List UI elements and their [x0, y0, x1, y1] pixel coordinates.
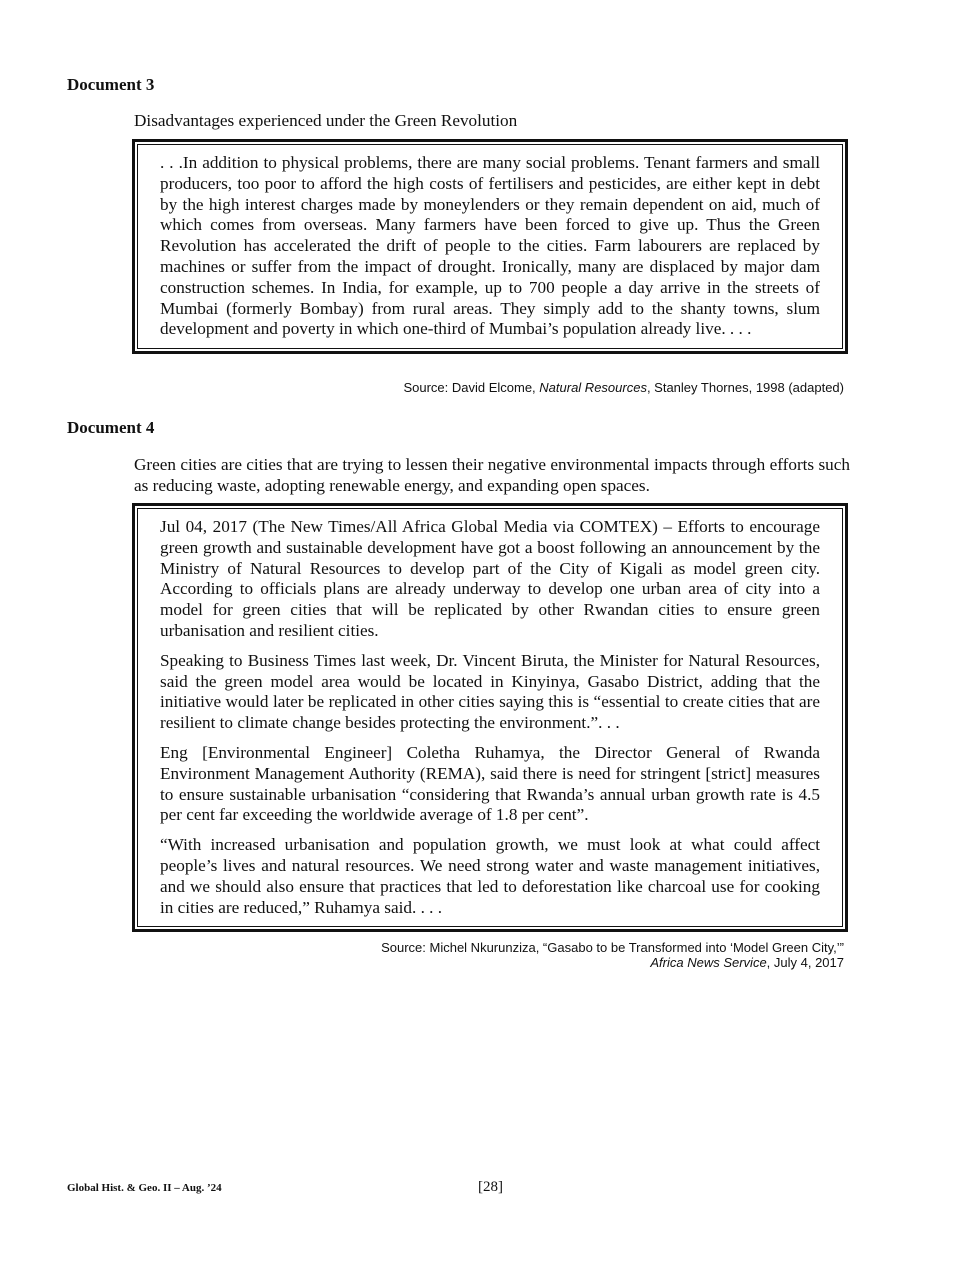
document-3-excerpt-box: [132, 139, 848, 354]
document-4-source-line1: Source: Michel Nkurunziza, “Gasabo to be Transformed into ‘Model Green City,’”: [381, 940, 844, 955]
document-4-source: [381, 940, 844, 970]
document-3-source-title: Natural Resources: [539, 380, 647, 395]
document-3-source-prefix: Source: David Elcome,: [403, 380, 540, 395]
document-4-excerpt-box: [132, 503, 848, 932]
document-3-heading: Document 3: [67, 75, 155, 94]
document-4-source-line2: [381, 955, 844, 970]
document-3-excerpt-inner: [137, 144, 843, 349]
document-4-paragraph: Speaking to Business Times last week, Dr. Vincent Biruta, the Minister for Natural Resources, said the green model area would be located in Kinyinya, Gasabo District, adding that the initiative would later be replicated in other cities saying this is “essential to create cities that are resilient to climate change besides protecting the environment.”. . .: [160, 650, 820, 733]
document-4-paragraph: Jul 04, 2017 (The New Times/All Africa Global Media via COMTEX) – Efforts to encourage green growth and sustainable development have got a boost following an announcement by the Ministry of Natural Resources to develop part of the City of Kigali as model green city. According to officials plans are already underway to develop one urban area of city into a model for green cities that will be replicated by other Rwandan cities to ensure green urbanisation and resilient cities.: [160, 517, 820, 640]
document-4-heading: Document 4: [67, 418, 155, 437]
document-4-excerpt-inner: [137, 508, 843, 927]
document-4-paragraph: “With increased urbanisation and population growth, we must look at what could affect people’s lives and natural resources. We need strong water and waste management initiatives, and we should also ensure that practices that led to deforestation like charcoal use for cooking in cities are reduced,” Ruhamya said. . . .: [160, 835, 820, 917]
document-3-intro: Disadvantages experienced under the Green Revolution: [134, 111, 518, 130]
document-3-excerpt-text: . . .In addition to physical problems, there are many social problems. Tenant farmers and small producers, too poor to afford the high costs of fertilisers and pesticides, are either kept in debt by the high interest charges made by moneylenders or they remain dependent on aid, much of which comes from overseas. Many farmers have been forced to give up. Thus the Green Revolution has accelerated the drift of people to the cities. Farm labourers are replaced by machines or suffer from the impact of drought. Ironically, many are displaced by major dam construction schemes. In India, for example, up to 700 people a day arrive in the streets of Mumbai (formerly Bombay) from rural areas. They simply add to the shanty towns, slum development and poverty in which one-third of Mumbai’s population already live. . . .: [160, 153, 820, 339]
footer-page-number: [28]: [478, 1179, 503, 1195]
document-4-source-date: , July 4, 2017: [766, 955, 844, 970]
document-3-source: [403, 380, 844, 395]
document-4-intro: Green cities are cities that are trying to lessen their negative environmental impacts through efforts such as reducing waste, adopting renewable energy, and expanding open spaces.: [134, 455, 850, 495]
footer-exam-label: Global Hist. & Geo. II – Aug. ’24: [67, 1182, 222, 1194]
document-3-source-suffix: , Stanley Thornes, 1998 (adapted): [646, 380, 844, 395]
document-4-source-publication: Africa News Service: [650, 955, 767, 970]
document-4-paragraph: Eng [Environmental Engineer] Coletha Ruhamya, the Director General of Rwanda Environment Management Authority (REMA), said there is need for stringent [strict] measures to ensure sustainable urbanisation “considering that Rwanda’s annual urban growth rate is 4.5 per cent far exceeding the worldwide average of 1.8 per cent”.: [160, 742, 820, 825]
